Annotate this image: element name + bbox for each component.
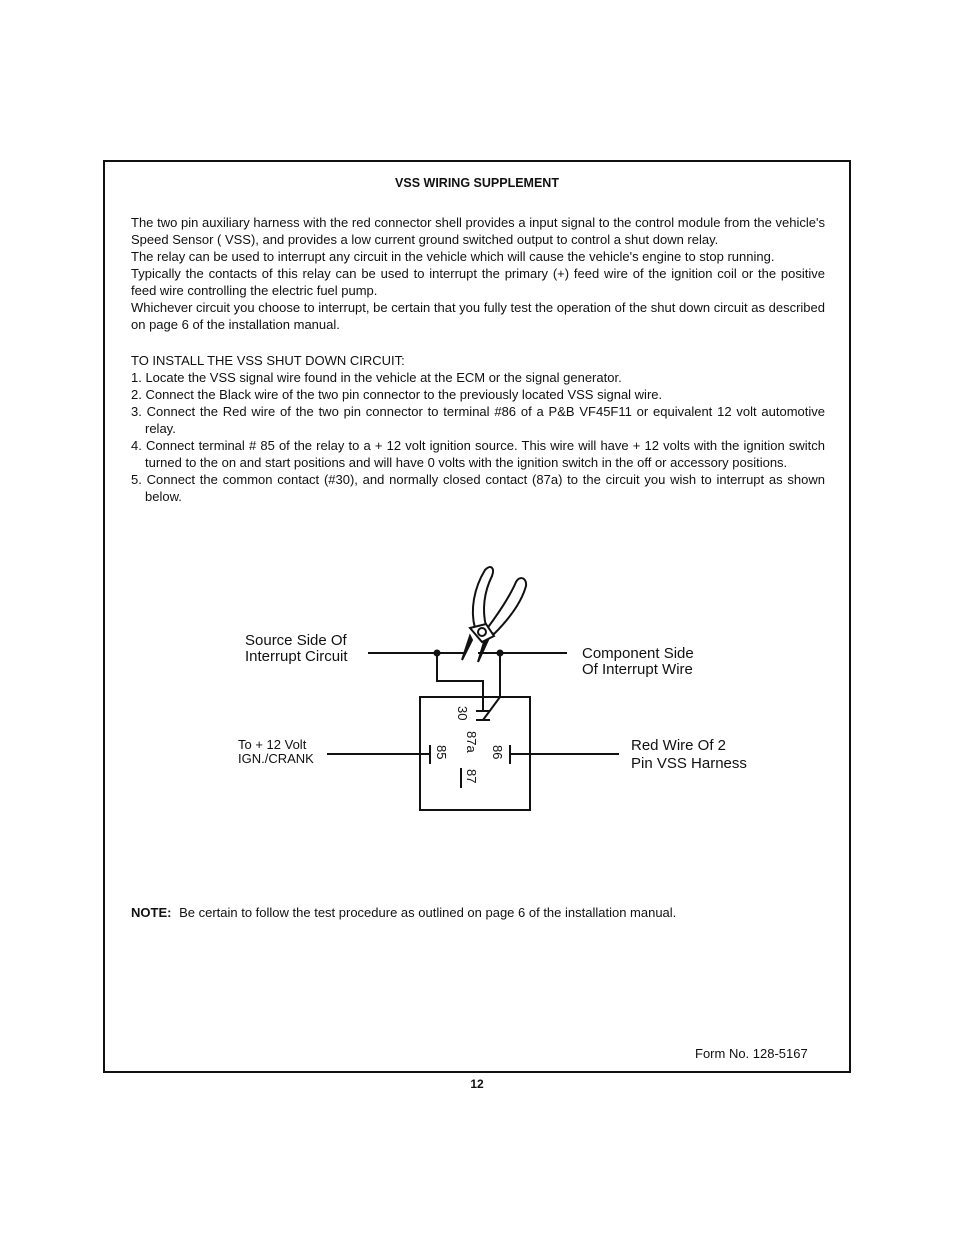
wire-to-30: [437, 653, 483, 711]
intro-paragraph: Typically the contacts of this relay can be used to interrupt the primary (+) feed wire of the ignition coil or the positive feed wire controlling the electric fuel pump.: [131, 266, 825, 298]
form-number: Form No. 128-5167: [695, 1046, 808, 1061]
install-step: 2. Connect the Black wire of the two pin connector to the previously located VSS signal wire.: [131, 387, 663, 402]
component-side-label: Of Interrupt Wire: [582, 661, 693, 678]
intro-paragraph: The relay can be used to interrupt any circuit in the vehicle which will cause the vehicle's engine to stop running.: [131, 249, 775, 264]
note: [131, 905, 676, 920]
ign-label: IGN./CRANK: [238, 751, 314, 766]
terminal-85-label: 85: [434, 745, 449, 760]
note-label: NOTE:: [131, 905, 172, 920]
switch-arm: [483, 697, 500, 720]
junction-dot: [434, 650, 441, 657]
ign-label: To + 12 Volt: [238, 737, 307, 752]
source-side-label: Interrupt Circuit: [245, 648, 348, 665]
intro-paragraph: The two pin auxiliary harness with the red connector shell provides a input signal to the control module from the vehicle's Speed Sensor ( VSS), and provides a low current ground switched output to control a shut down relay.: [131, 215, 825, 247]
wire-cutter-icon: [462, 567, 526, 662]
junction-dot: [497, 650, 504, 657]
red-wire-label: Red Wire Of 2: [631, 737, 727, 754]
terminal-87a-label: 87a: [464, 731, 479, 753]
install-step: 3. Connect the Red wire of the two pin connector to terminal #86 of a P&B VF45F11 or equivalent 12 volt automotive relay.: [131, 404, 825, 436]
install-heading: TO INSTALL THE VSS SHUT DOWN CIRCUIT:: [131, 353, 405, 368]
terminal-87-label: 87: [464, 769, 479, 784]
page-title: VSS WIRING SUPPLEMENT: [395, 176, 559, 190]
install-step: 5. Connect the common contact (#30), and normally closed contact (87a) to the circuit you wish to interrupt as shown below.: [131, 472, 825, 504]
red-wire-label: Pin VSS Harness: [631, 755, 747, 772]
install-step: 4. Connect terminal # 85 of the relay to a + 12 volt ignition source. This wire will have + 12 volts with the ignition switch turned to the on and start positions and will have 0 volts with the ignition switch in the off or accessory positions.: [131, 438, 825, 470]
terminal-86-label: 86: [490, 745, 505, 760]
note-text: Be certain to follow the test procedure as outlined on page 6 of the installation manual.: [179, 905, 677, 920]
page-number: 12: [470, 1077, 484, 1091]
install-step: 1. Locate the VSS signal wire found in the vehicle at the ECM or the signal generator.: [131, 370, 622, 385]
source-side-label: Source Side Of: [245, 632, 347, 649]
intro-paragraph: Whichever circuit you choose to interrupt, be certain that you fully test the operation of the shut down circuit as described on page 6 of the installation manual.: [131, 300, 825, 332]
terminal-30-label: 30: [455, 706, 470, 721]
component-side-label: Component Side: [582, 645, 694, 662]
